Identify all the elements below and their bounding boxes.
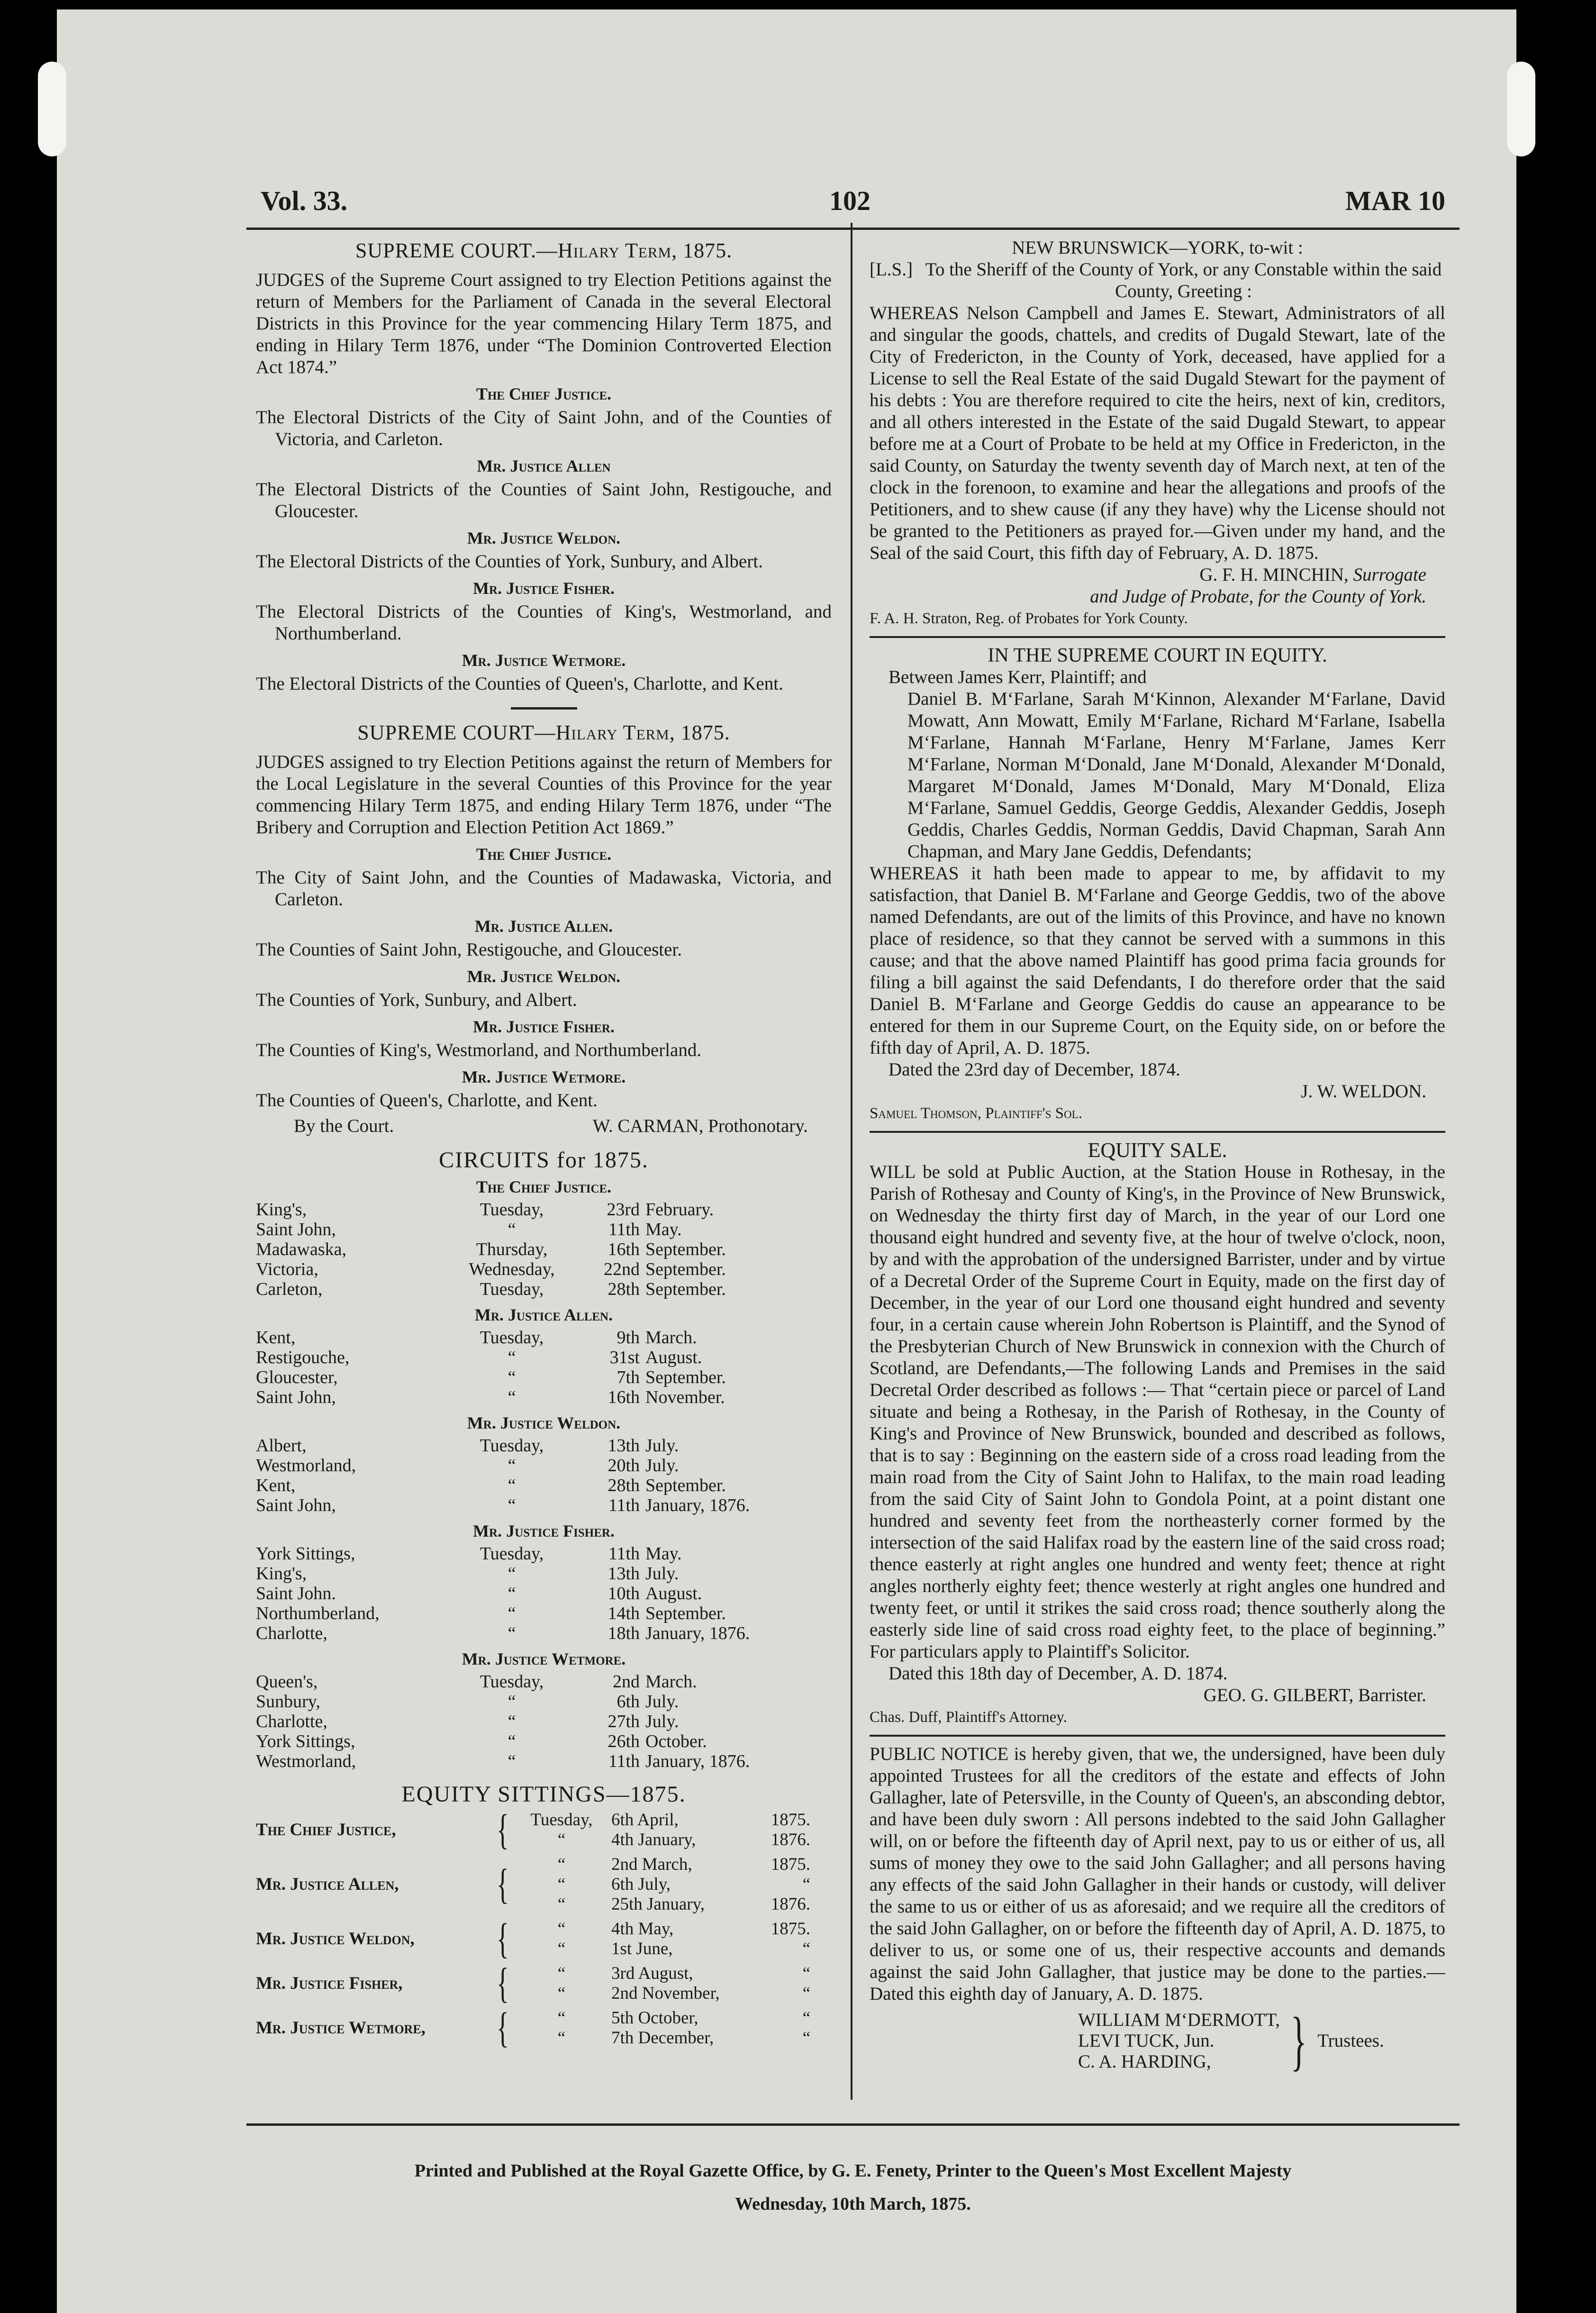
printer-imprint: Printed and Published at the Royal Gazette Office, by G. E. Fenety, Printer to the Queen's Most Excellent Majesty [414, 2161, 1292, 2181]
circuit-place: Queen's, [256, 1672, 318, 1692]
equity-date: 2nd March, [611, 1855, 692, 1874]
circuit-row [256, 1239, 825, 1259]
circuit-group-table [256, 1200, 825, 1299]
footer-rule [246, 2123, 1460, 2126]
county-text: The Counties of York, Sunbury, and Albert. [256, 990, 577, 1010]
section-title: SUPREME COURT—Hilary Term, 1875. [357, 721, 730, 744]
circuit-row [256, 1564, 825, 1584]
circuit-place: Westmorland, [256, 1456, 356, 1475]
circuit-judge-heading: Mr. Justice Allen. [474, 1305, 613, 1324]
circuit-date: 20th [608, 1456, 640, 1475]
circuit-month: March. [645, 1672, 697, 1692]
circuit-day: “ [508, 1367, 516, 1387]
equity-sale-attorney: Chas. Duff, Plaintiff's Attorney. [870, 1709, 1067, 1726]
circuit-month: July. [645, 1564, 679, 1584]
equity-date-line [512, 1964, 832, 1984]
circuit-day: Tuesday, [480, 1279, 544, 1299]
section-divider [870, 1131, 1445, 1133]
judge-heading: Mr. Justice Allen. [474, 917, 613, 936]
circuit-place: Charlotte, [256, 1623, 327, 1643]
circuit-row [256, 1495, 825, 1515]
equity-year: “ [802, 1939, 810, 1958]
page-header [246, 185, 1460, 223]
section-intro: JUDGES of the Supreme Court assigned to try Election Petitions against the return of Members for the Parliament of Canada in the several Electoral Districts in this Province for the year commencing Hilary Term 1875, and ending in Hilary Term 1876, under “The Dominion Controverted Election Act 1874.” [256, 270, 832, 377]
circuit-date: 31st [609, 1348, 640, 1367]
probate-signature: G. F. H. MINCHIN, Surrogate [1199, 565, 1426, 585]
circuit-month: October. [645, 1731, 707, 1751]
equity-defendants: Daniel B. M‘Farlane, Sarah M‘Kinnon, Alexander M‘Farlane, David Mowatt, Ann Mowatt, Emily M‘Farlane, Richard M‘Farlane, Isabella M‘Farlane, Hannah M‘Farlane, Henry M‘Farlane, James Kerr M‘Farlane, Norman M‘Donald, Jane M‘Donald, Alexander M‘Donald, Margaret M‘Donald, James M‘Donald, Mary M‘Donald, Eliza M‘Farlane, Samuel Geddis, George Geddis, Alexander Geddis, Joseph Geddis, Charles Geddis, Norman Geddis, David Chapman, Sarah Ann Chapman, and Mary Jane Geddis, Defendants; [907, 689, 1445, 862]
equity-date: 4th May, [611, 1919, 674, 1939]
equity-date-line [512, 2008, 832, 2028]
circuit-month: September. [645, 1239, 726, 1259]
judge-heading: Mr. Justice Weldon. [467, 528, 621, 547]
equity-date-line [512, 1984, 832, 2003]
circuit-date: 16th [608, 1239, 640, 1259]
equity-day: “ [557, 2008, 566, 2028]
equity-year: 1875. [771, 1810, 810, 1830]
trustee-names [1078, 2010, 1280, 2072]
circuit-day: “ [508, 1456, 516, 1475]
circuit-group-table [256, 1544, 825, 1643]
trustee-name: WILLIAM M‘DERMOTT, [1078, 2010, 1280, 2030]
circuit-date: 28th [608, 1475, 640, 1495]
equity-day: “ [557, 2028, 566, 2048]
circuit-day: Tuesday, [480, 1328, 544, 1348]
page-footer [246, 2154, 1460, 2221]
prothonotary-signer: W. CARMAN, Prothonotary. [592, 1116, 808, 1136]
volume-label: Vol. 33. [261, 185, 348, 216]
circuit-month: March. [645, 1328, 697, 1348]
equity-date-line [512, 1894, 832, 1914]
probate-address [870, 259, 1445, 302]
circuit-row [256, 1259, 825, 1279]
circuit-place: Saint John, [256, 1387, 336, 1407]
circuit-day: “ [508, 1692, 516, 1712]
section-divider [511, 707, 577, 710]
circuit-date: 7th [617, 1367, 640, 1387]
equity-year: 1876. [771, 1830, 810, 1849]
equity-year: “ [802, 2008, 810, 2028]
circuit-month: September. [645, 1603, 726, 1623]
circuit-day: Wednesday, [469, 1259, 555, 1279]
circuit-row [256, 1436, 825, 1456]
circuit-row [256, 1220, 825, 1239]
circuit-date: 28th [608, 1279, 640, 1299]
equity-sitting-row [256, 2004, 832, 2051]
equity-day: “ [557, 1939, 566, 1958]
equity-day: “ [557, 1984, 566, 2003]
circuit-month: January, 1876. [645, 1495, 750, 1515]
circuit-place: Victoria, [256, 1259, 318, 1279]
circuit-month: September. [645, 1367, 726, 1387]
equity-date: 1st June, [611, 1939, 673, 1958]
circuit-row [256, 1544, 825, 1564]
circuit-date: 18th [608, 1623, 640, 1643]
equity-sittings-title: EQUITY SITTINGS—1875. [401, 1782, 686, 1807]
circuit-day: “ [508, 1348, 516, 1367]
brace-icon: } [1290, 2004, 1307, 2077]
circuit-date: 11th [608, 1544, 640, 1564]
circuit-row [256, 1200, 825, 1220]
circuit-group-table [256, 1672, 825, 1771]
circuit-date: 11th [608, 1751, 640, 1771]
circuit-date: 2nd [613, 1672, 640, 1692]
binding-hole-right [1507, 62, 1535, 156]
circuit-date: 9th [617, 1328, 640, 1348]
judge-heading: Mr. Justice Weldon. [467, 967, 621, 986]
trustees-label: Trustees. [1317, 2031, 1384, 2051]
circuit-month: September. [645, 1475, 726, 1495]
probate-registrar: F. A. H. Straton, Reg. of Probates for York County. [870, 610, 1188, 627]
circuit-month: July. [645, 1456, 679, 1475]
equity-date-line [512, 1875, 832, 1894]
section-title: SUPREME COURT.—Hilary Term, 1875. [355, 239, 733, 262]
circuit-place: Sunbury, [256, 1692, 320, 1712]
equity-date-line [512, 1919, 832, 1939]
equity-judge: Mr. Justice Weldon, [256, 1929, 415, 1949]
circuit-day: “ [508, 1475, 516, 1495]
circuit-day: Tuesday, [480, 1436, 544, 1456]
local-election-judges [256, 722, 832, 1137]
district-text: The Electoral Districts of the Counties of York, Sunbury, and Albert. [256, 551, 763, 572]
circuit-day: “ [508, 1751, 516, 1771]
probate-to: To the Sheriff of the County of York, or any Constable within the said County, Greeting : [925, 259, 1442, 301]
circuit-judge-heading: The Chief Justice. [476, 1177, 612, 1196]
equity-date: 25th January, [611, 1894, 705, 1914]
circuit-date: 10th [608, 1584, 640, 1603]
circuit-row [256, 1623, 825, 1643]
equity-year: “ [802, 1875, 810, 1894]
equity-date-line [512, 1939, 832, 1959]
brace-icon: { [497, 1960, 509, 2007]
equity-date: 5th October, [611, 2008, 698, 2028]
equity-body: WHEREAS it hath been made to appear to me, by affidavit to my satisfaction, that Daniel B. M‘Farlane and George Geddis, two of the above named Defendants, are out of the limits of this Province, and have no known place of residence, so that they cannot be served with a summons in this cause; and that the above named Plaintiff has good prima facia grounds for filing a bill against the said Defendants, I do therefore order that the said Daniel B. M‘Farlane and George Geddis do cause an appearance to be entered for them in our Supreme Court, on the Equity side, on or before the fifth day of April, A. D. 1875. [870, 863, 1445, 1058]
circuit-month: September. [645, 1259, 726, 1279]
circuit-day: Tuesday, [480, 1672, 544, 1692]
equity-day: “ [557, 1855, 566, 1874]
district-text: The Electoral Districts of the Counties of Queen's, Charlotte, and Kent. [256, 674, 783, 694]
publication-date: Wednesday, 10th March, 1875. [735, 2194, 971, 2214]
circuit-row [256, 1387, 825, 1407]
equity-day: “ [557, 1875, 566, 1894]
equity-sale-signer: GEO. G. GILBERT, Barrister. [1203, 1685, 1426, 1705]
equity-date-line [512, 1830, 832, 1850]
county-text: The City of Saint John, and the Counties of Madawaska, Victoria, and Carleton. [256, 867, 832, 910]
circuit-group-table [256, 1328, 825, 1407]
circuit-month: August. [645, 1348, 702, 1367]
equity-day: Tuesday, [530, 1810, 593, 1830]
brace-icon: { [497, 2004, 509, 2051]
judge-heading: The Chief Justice. [476, 384, 612, 403]
circuit-place: Kent, [256, 1328, 296, 1348]
public-notice [870, 1743, 1445, 2077]
equity-day: “ [557, 1830, 566, 1849]
circuit-place: Northumberland, [256, 1603, 380, 1623]
circuit-month: May. [645, 1220, 682, 1239]
probate-citation [870, 237, 1445, 629]
judge-heading: Mr. Justice Wetmore. [462, 1067, 626, 1086]
circuit-day: “ [508, 1712, 516, 1731]
circuit-month: July. [645, 1692, 679, 1712]
circuit-row [256, 1731, 825, 1751]
circuit-month: August. [645, 1584, 702, 1603]
circuit-row [256, 1672, 825, 1692]
circuit-place: Saint John. [256, 1584, 336, 1603]
circuit-date: 13th [608, 1436, 640, 1456]
circuit-row [256, 1328, 825, 1348]
circuit-day: Tuesday, [480, 1544, 544, 1564]
circuit-day: “ [508, 1220, 516, 1239]
circuit-month: February. [645, 1200, 714, 1220]
equity-date: 6th April, [611, 1810, 679, 1830]
brace-icon: { [497, 1915, 509, 1962]
section-intro: JUDGES assigned to try Election Petitions against the return of Members for the Local Legislature in the several Counties of this Province for the year commencing Hilary Term 1875, and ending Hilary Term 1876, under “The Bribery and Corruption and Election Petition Act 1869.” [256, 752, 832, 838]
circuit-row [256, 1751, 825, 1771]
trustees-block [870, 2004, 1445, 2077]
circuit-judge-heading: Mr. Justice Fisher. [473, 1521, 615, 1540]
equity-date-line [512, 2028, 832, 2048]
page-number: 102 [829, 185, 871, 216]
circuit-date: 11th [608, 1220, 640, 1239]
equity-date-line [512, 1810, 832, 1830]
county-text: The Counties of Saint John, Restigouche, and Gloucester. [256, 939, 682, 960]
equity-sitting-row [256, 1915, 832, 1962]
circuit-date: 13th [608, 1564, 640, 1584]
equity-dates [512, 1919, 832, 1959]
circuit-date: 22nd [604, 1259, 640, 1279]
circuit-date: 23rd [607, 1200, 640, 1220]
gazette-page [57, 9, 1516, 2313]
district-text: The Electoral Districts of the City of Saint John, and of the Counties of Victoria, and Carleton. [256, 407, 832, 449]
circuit-group-table [256, 1436, 825, 1515]
judge-heading: Mr. Justice Fisher. [473, 579, 615, 598]
circuit-row [256, 1475, 825, 1495]
circuit-place: Saint John, [256, 1495, 336, 1515]
equity-year: “ [802, 1984, 810, 2003]
equity-court-notice [870, 645, 1445, 1124]
equity-judge: Mr. Justice Allen, [256, 1875, 399, 1894]
public-notice-body: PUBLIC NOTICE is hereby given, that we, the undersigned, have been duly appointed Trustees for all the creditors of the estate and effects of John Gallagher, late of Petersville, in the County of Queen's, an absconding debtor, and have been duly sworn : All persons indebted to the said John Gallagher will, on or before the fifteenth day of April next, pay to us or either of us, all sums of money they owe to the said John Gallagher; and all persons having any effects of the said John Gallagher in their hands or custody, will deliver the same to us or either of us as aforesaid; and we require all the creditors of the said John Gallagher, on or before the fifteenth day of April, A. D. 1875, to deliver to us, or some one of us, their respective accounts and demands against the said John Gallagher, that justice may be done to the parties.—Dated this eighth day of January, A. D. 1875. [870, 1744, 1445, 2004]
right-column [870, 237, 1445, 2077]
circuit-day: “ [508, 1584, 516, 1603]
probate-body: WHEREAS Nelson Campbell and James E. Stewart, Administrators of all and singular the goods, chattels, and credits of Dugald Stewart, late of the City of Fredericton, in the County of York, deceased, have applied for a License to sell the Real Estate of the said Dugald Stewart for the payment of his debts : You are therefore required to cite the heirs, next of kin, creditors, and all others interested in the Estate of the said Dugald Stewart, to appear before me at a Court of Probate to be held at my Office in Fredericton, in the said County, on Saturday the twenty seventh day of March next, at ten of the clock in the forenoon, to examine and hear the allegations and proofs of the Petitioners, and to shew cause (if any they have) why the License should not be granted to the Petitioners as prayed for.—Given under my hand, and the Seal of the said Court, this fifth day of February, A. D. 1875. [870, 303, 1445, 563]
district-text: The Electoral Districts of the Counties of King's, Westmorland, and Northumberland. [256, 601, 832, 644]
court-signature [256, 1115, 832, 1137]
equity-date: 3rd August, [611, 1964, 693, 1983]
circuits-table [256, 1176, 832, 1771]
circuit-judge-heading: Mr. Justice Weldon. [467, 1413, 621, 1432]
equity-year: “ [802, 1964, 810, 1983]
equity-between: Between James Kerr, Plaintiff; and [889, 667, 1147, 687]
judge-heading: Mr. Justice Fisher. [473, 1017, 615, 1036]
equity-dates [512, 2008, 832, 2048]
issue-date: MAR 10 [1345, 185, 1445, 216]
left-column [256, 237, 832, 2053]
circuit-row [256, 1692, 825, 1712]
circuit-month: November. [645, 1387, 725, 1407]
probate-signature-title: and Judge of Probate, for the County of York. [1090, 586, 1426, 607]
circuit-day: “ [508, 1387, 516, 1407]
circuit-date: 16th [608, 1387, 640, 1407]
circuit-day: Tuesday, [480, 1200, 544, 1220]
equity-date: 6th July, [611, 1875, 671, 1894]
equity-judge: Mr. Justice Fisher, [256, 1974, 403, 1993]
circuit-date: 14th [608, 1603, 640, 1623]
circuit-date: 6th [617, 1692, 640, 1712]
circuit-day: “ [508, 1495, 516, 1515]
equity-judge: Mr. Justice Wetmore, [256, 2018, 426, 2038]
equity-sitting-row [256, 1806, 832, 1853]
circuit-month: May. [645, 1544, 682, 1564]
equity-date: 7th December, [611, 2028, 714, 2048]
by-court-label: By the Court. [294, 1116, 394, 1136]
circuit-judge-heading: Mr. Justice Wetmore. [462, 1649, 626, 1668]
equity-sale-body: WILL be sold at Public Auction, at the Station House in Rothesay, in the Parish of Rothesay and County of King's, in the Province of New Brunswick, on Wednesday the thirty first day of March, in the year of our Lord one thousand eight hundred and seventy five, at the hour of twelve o'clock, noon, by and with the approbation of the undersigned Barrister, under and by virtue of a Decretal Order of the Supreme Court in Equity, made on the first day of December, in the year of our Lord one thousand eight hundred and seventy four, in a certain cause wherein John Robertson is Plaintiff, and the Synod of the Presbyterian Church of New Brunswick in connexion with the Church of Scotland, are Defendants,—The following Lands and Premises in the said Decretal Order described as follows :— That “certain piece or parcel of Land situate and being a Rothesay, in the Parish of Rothesay, in the County of King's and Province of New Brunswick, bounded and described as follows, that is to say : Beginning on the eastern side of a cross road leading from the main road from the City of Saint John to Halifax, to the main road leading from the said City of Saint John to Gondola Point, at a point distant one hundred and seventy feet from the northeasterly corner formed by the intersection of the said Halifax road by the eastern line of the said cross road; thence easterly at right angles one hundred and wenty feet; thence at right angles northerly eighty feet; thence westerly at right angles one hundred and twenty feet, or until it strikes the said cross road; thence southerly along the easterly side line of said cross road eighty feet, to the place of beginning.” For particulars apply to Plaintiff's Solicitor. [870, 1162, 1445, 1662]
circuit-row [256, 1367, 825, 1387]
brace-icon: { [497, 1861, 509, 1908]
county-text: The Counties of Queen's, Charlotte, and Kent. [256, 1090, 598, 1111]
equity-judge: The Chief Justice, [256, 1820, 396, 1839]
circuit-month: September. [645, 1279, 726, 1299]
circuit-place: Gloucester, [256, 1367, 338, 1387]
circuit-day: “ [508, 1623, 516, 1643]
equity-day: “ [557, 1919, 566, 1939]
circuit-place: Westmorland, [256, 1751, 356, 1771]
equity-year: 1875. [771, 1855, 810, 1874]
circuit-place: Carleton, [256, 1279, 323, 1299]
section-divider [870, 636, 1445, 638]
circuit-place: Madawaska, [256, 1239, 346, 1259]
circuit-day: Thursday, [476, 1239, 548, 1259]
equity-dated: Dated the 23rd day of December, 1874. [889, 1059, 1180, 1080]
trustee-name: LEVI TUCK, Jun. [1078, 2031, 1215, 2051]
equity-date: 2nd November, [611, 1984, 720, 2003]
probate-heading: NEW BRUNSWICK—YORK, to-wit : [1012, 237, 1303, 258]
circuit-day: “ [508, 1564, 516, 1584]
equity-year: 1876. [771, 1894, 810, 1914]
circuit-month: July. [645, 1712, 679, 1731]
circuit-place: Kent, [256, 1475, 296, 1495]
column-divider [851, 223, 852, 2100]
circuit-month: July. [645, 1436, 679, 1456]
binding-hole-left [38, 62, 66, 156]
circuit-place: Charlotte, [256, 1712, 327, 1731]
circuit-row [256, 1712, 825, 1731]
circuit-date: 11th [608, 1495, 640, 1515]
judge-heading: Mr. Justice Wetmore. [462, 651, 626, 670]
circuit-place: Saint John, [256, 1220, 336, 1239]
equity-sittings-table [256, 1806, 832, 2051]
circuit-month: January, 1876. [645, 1751, 750, 1771]
judge-heading: The Chief Justice. [476, 845, 612, 864]
circuit-month: January, 1876. [645, 1623, 750, 1643]
circuit-day: “ [508, 1731, 516, 1751]
equity-year: 1875. [771, 1919, 810, 1939]
equity-dates [512, 1855, 832, 1914]
equity-dates [512, 1810, 832, 1850]
circuit-place: York Sittings, [256, 1544, 355, 1564]
equity-year: “ [802, 2028, 810, 2048]
equity-solicitor: Samuel Thomson, Plaintiff's Sol. [870, 1105, 1082, 1122]
circuit-place: King's, [256, 1200, 307, 1220]
equity-sale-title: EQUITY SALE. [1088, 1138, 1227, 1162]
equity-date-line [512, 1855, 832, 1875]
equity-sale-dated: Dated this 18th day of December, A. D. 1874. [889, 1663, 1228, 1684]
district-text: The Electoral Districts of the Counties of Saint John, Restigouche, and Gloucester. [256, 479, 832, 521]
circuit-row [256, 1279, 825, 1299]
circuit-row [256, 1348, 825, 1367]
equity-signer: J. W. WELDON. [1301, 1081, 1426, 1102]
circuit-day: “ [508, 1603, 516, 1623]
dominion-election-judges [256, 240, 832, 695]
circuit-place: Restigouche, [256, 1348, 350, 1367]
circuits-title: CIRCUITS for 1875. [439, 1147, 649, 1173]
equity-date: 4th January, [611, 1830, 696, 1849]
circuit-row [256, 1584, 825, 1603]
county-text: The Counties of King's, Westmorland, and Northumberland. [256, 1040, 702, 1060]
circuit-date: 27th [608, 1712, 640, 1731]
circuit-place: King's, [256, 1564, 307, 1584]
header-rule [246, 228, 1460, 230]
equity-sitting-row [256, 1855, 832, 1914]
circuit-row [256, 1456, 825, 1475]
judge-heading: Mr. Justice Allen [477, 456, 611, 475]
equity-court-title: IN THE SUPREME COURT IN EQUITY. [988, 645, 1327, 666]
equity-day: “ [557, 1964, 566, 1983]
trustee-name: C. A. HARDING, [1078, 2051, 1211, 2072]
seal-label: [L.S.] [870, 259, 913, 280]
brace-icon: { [497, 1806, 509, 1853]
equity-dates [512, 1964, 832, 2003]
equity-sale-notice [870, 1139, 1445, 1728]
equity-sitting-row [256, 1960, 832, 2007]
equity-day: “ [557, 1894, 566, 1914]
section-divider [870, 1735, 1445, 1737]
circuit-row [256, 1603, 825, 1623]
circuit-date: 26th [608, 1731, 640, 1751]
circuit-place: Albert, [256, 1436, 307, 1456]
circuit-place: York Sittings, [256, 1731, 355, 1751]
